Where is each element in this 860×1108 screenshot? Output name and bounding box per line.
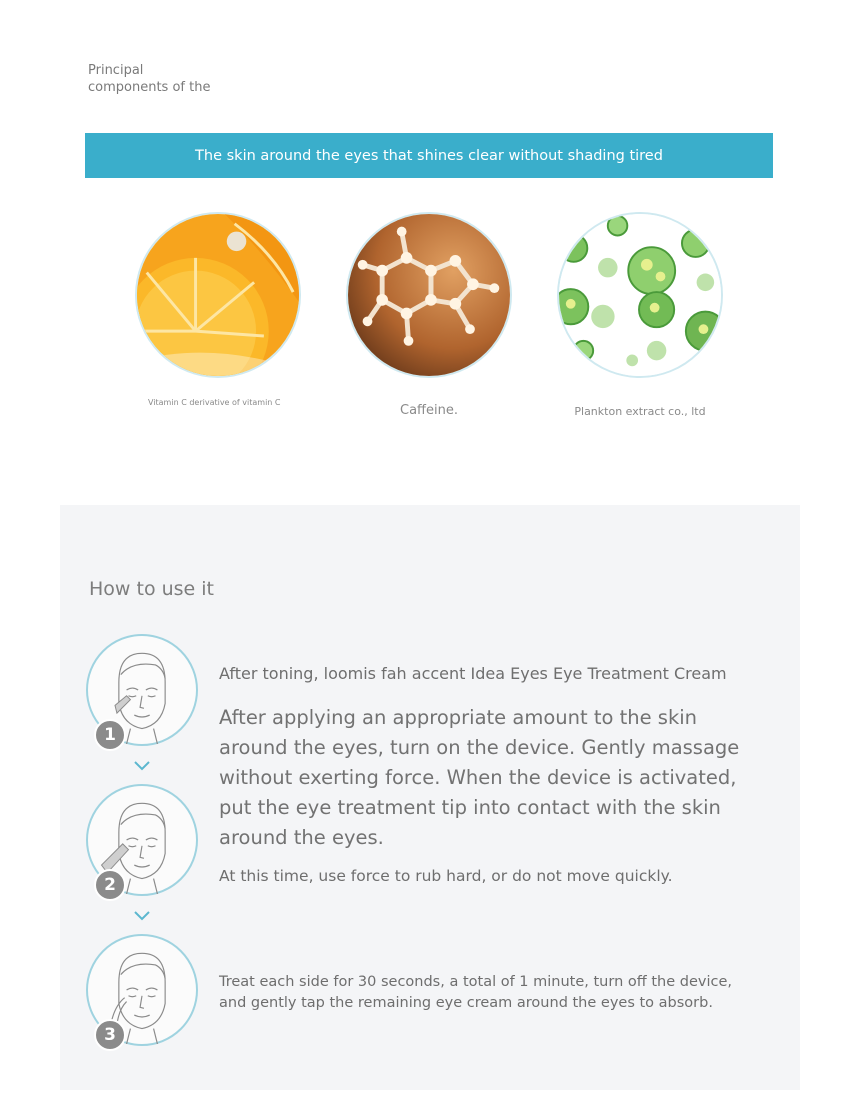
heading-line-2: components of the [88,80,211,95]
plankton-cells-image [557,212,723,378]
chevron-down-icon [134,911,150,921]
banner-text: The skin around the eyes that shines clear without shading tired [195,148,663,164]
caffeine-molecule-image [346,212,512,378]
tagline-banner [85,133,773,178]
step-3-instruction-text: Treat each side for 30 seconds, a total of 1 minute, turn off the device, and gently tap the remaining eye cream around the eyes to absorb. [219,974,732,1011]
how-to-use-title: How to use it [89,578,215,600]
step-2-number-badge: 2 [94,869,126,901]
chevron-down-icon [134,761,150,771]
orange-slices-image [135,212,301,378]
step-1-lead-text: After toning, loomis fah accent Idea Eyes Eye Treatment Cream [219,664,727,683]
step-1-instruction-text: After applying an appropriate amount to the skin around the eyes, turn on the device. Gently massage without exerting force. When the device is activated, put the eye treatment tip into contact with the skin around the eyes. [219,706,740,849]
ingredient-label-plankton: Plankton extract co., ltd [574,405,706,418]
step-3-number-badge: 3 [94,1019,126,1051]
ingredient-label-vitamin-c: Vitamin C derivative of vitamin C [148,398,281,407]
heading-line-1: Principal [88,63,144,78]
ingredient-label-caffeine: Caffeine. [400,403,458,418]
section-heading [88,62,288,96]
step-1-number-badge: 1 [94,719,126,751]
step-2-instruction-text: At this time, use force to rub hard, or do not move quickly. [219,867,673,885]
